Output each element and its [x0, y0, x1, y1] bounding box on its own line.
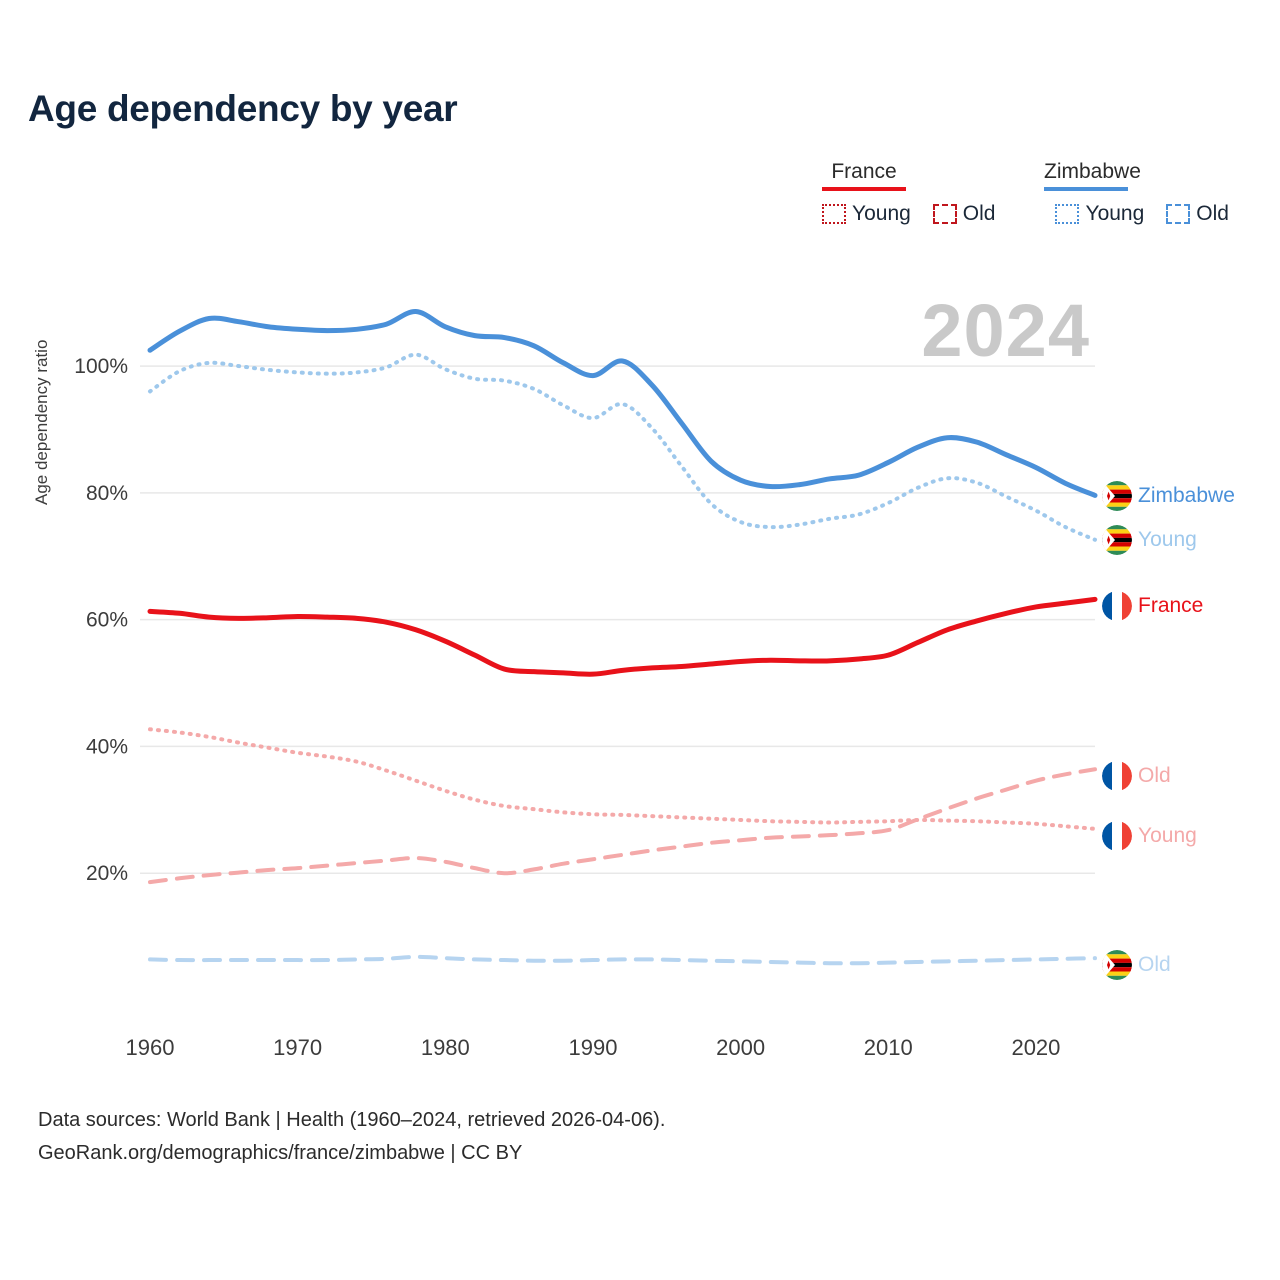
end-label-text: France	[1138, 594, 1204, 617]
series-line	[150, 312, 1095, 496]
svg-text:1960: 1960	[125, 1035, 175, 1060]
y-axis-title: Age dependency ratio	[32, 339, 51, 505]
year-watermark: 2024	[921, 289, 1090, 372]
end-label-text: Young	[1138, 528, 1197, 551]
svg-text:80%: 80%	[85, 481, 128, 505]
end-label-text: Old	[1138, 953, 1171, 976]
end-label-france-old	[1102, 761, 1171, 791]
zimbabwe-flag-icon	[1102, 525, 1132, 555]
end-label-text: Zimbabwe	[1138, 484, 1235, 507]
zimbabwe-flag-icon	[1102, 950, 1132, 980]
legend-label: Old	[1196, 202, 1229, 225]
svg-text:20%: 20%	[85, 862, 128, 886]
series-line	[150, 957, 1095, 963]
footer	[38, 1104, 665, 1170]
svg-text:40%: 40%	[85, 735, 128, 759]
footer-line-sources: Data sources: World Bank | Health (1960–2024, retrieved 2026-04-06).	[38, 1109, 666, 1131]
legend-label: Young	[1085, 202, 1145, 225]
svg-text:60%: 60%	[85, 608, 128, 632]
svg-text:100%: 100%	[74, 355, 128, 379]
legend-group-zimbabwe[interactable]: Zimbabwe	[1044, 160, 1128, 191]
end-label-zimbabwe-old	[1102, 950, 1171, 980]
end-label-zimbabwe-total	[1102, 481, 1235, 511]
footer-line-attribution: GeoRank.org/demographics/france/zimbabwe | CC BY	[38, 1142, 523, 1164]
end-label-text: Old	[1138, 764, 1171, 787]
zimbabwe-flag-icon	[1102, 481, 1132, 511]
end-label-zimbabwe-young	[1102, 525, 1197, 555]
france-flag-icon	[1102, 761, 1132, 791]
end-label-france-young	[1102, 821, 1197, 851]
svg-text:2020: 2020	[1011, 1035, 1061, 1060]
svg-text:2000: 2000	[716, 1035, 766, 1060]
legend-group-france[interactable]: France	[822, 160, 906, 191]
legend-label: Young	[852, 202, 911, 225]
series-line	[150, 769, 1095, 882]
france-flag-icon	[1102, 591, 1132, 621]
france-flag-icon	[1102, 821, 1132, 851]
svg-text:2010: 2010	[863, 1035, 913, 1060]
series-line	[150, 599, 1095, 674]
series-line	[150, 729, 1095, 829]
svg-text:1990: 1990	[568, 1035, 618, 1060]
svg-text:1980: 1980	[420, 1035, 470, 1060]
end-label-text: Young	[1138, 824, 1197, 847]
svg-text:1970: 1970	[273, 1035, 323, 1060]
series-line	[150, 355, 1095, 540]
end-label-france-total	[1102, 591, 1203, 621]
legend-label: Old	[962, 202, 996, 225]
page-title: Age dependency by year	[28, 88, 458, 129]
